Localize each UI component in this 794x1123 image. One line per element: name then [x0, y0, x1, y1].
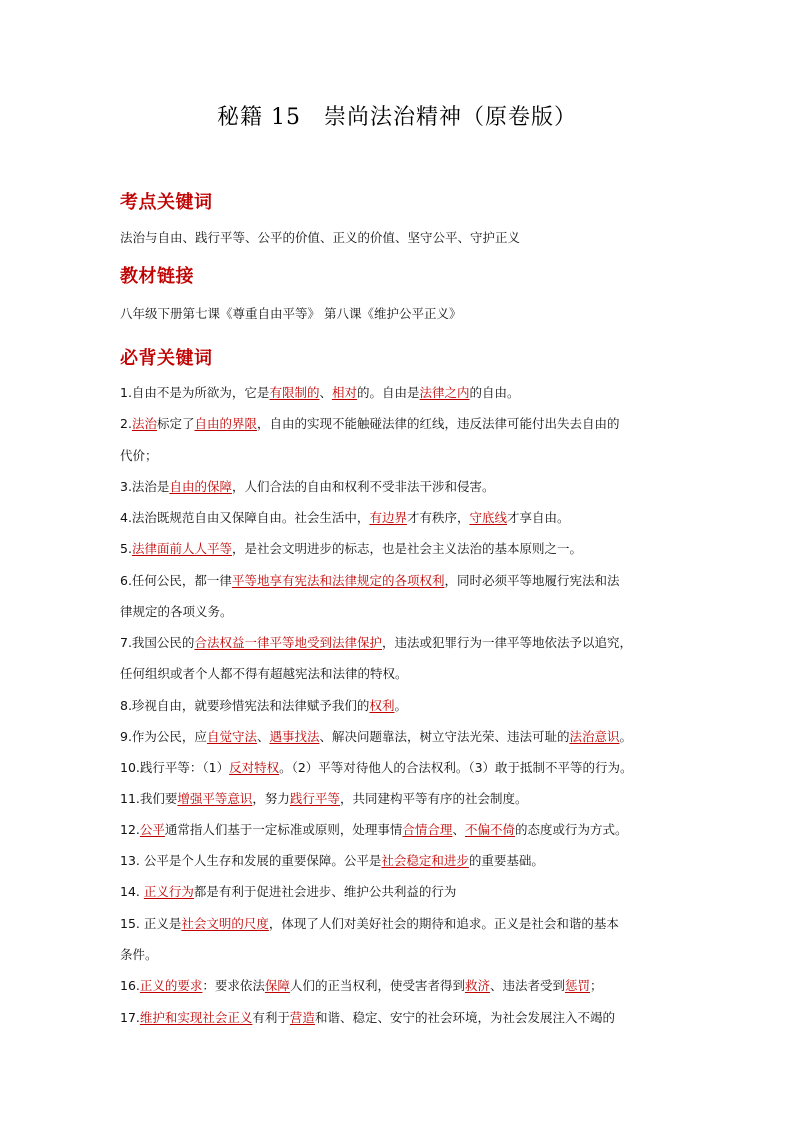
line-text: 4.法治既规范自由又保障自由。社会生活中， — [120, 510, 370, 525]
line-text: ，共同建构平等有序的社会制度。 — [339, 791, 528, 806]
line-text: 。（2）平等对待他人的合法权利。（3）敢于抵制不平等的行为。 — [279, 760, 633, 775]
page-title: 秘籍 15 崇尚法治精神（原卷版） — [217, 105, 577, 130]
keyword-line — [120, 945, 680, 965]
line-text: ，是社会文明进步的标志，也是社会主义法治的基本原则之一。 — [231, 541, 582, 556]
line-text: 代价； — [120, 448, 158, 463]
line-text: 的重要基础。 — [468, 853, 544, 868]
line-text: 1.自由不是为所欲为，它是 — [120, 385, 270, 400]
line-text: 。 — [394, 698, 407, 713]
key-term: 相对 — [331, 385, 357, 400]
key-term: 践行平等 — [289, 791, 340, 806]
key-term: 法治 — [131, 416, 157, 431]
line-text: 10.践行平等：（1） — [120, 760, 230, 775]
line-text: 的。自由是 — [356, 385, 420, 400]
line-text: 8.珍视自由，就要珍惜宪法和法律赋予我们的 — [120, 698, 370, 713]
line-text: ，同时必须平等地履行宪法和法 — [444, 573, 620, 588]
line-text: ，自由的实现不能触碰法律的红线，违反法律可能付出失去自由的 — [256, 416, 620, 431]
key-term: 有边界 — [369, 510, 407, 525]
keyword-line — [120, 882, 680, 902]
keyword-line — [120, 508, 680, 528]
line-text: 通常指人们基于一定标准或原则，处理事情 — [164, 822, 403, 837]
key-term: 保障 — [264, 978, 290, 993]
line-text: 、 — [256, 729, 270, 744]
key-term: 公平 — [139, 822, 165, 837]
line-text: 任何组织或者个人都不得有超越宪法和法律的特权。 — [120, 666, 408, 681]
keyword-line — [120, 414, 680, 434]
key-term: 法律面前人人平等 — [131, 541, 232, 556]
line-text: 16. — [120, 978, 140, 993]
key-term: 合法权益一律平等地受到法律保护 — [194, 635, 382, 650]
keyword-line — [120, 820, 680, 840]
keyword-line — [120, 383, 680, 403]
key-term: 法治意识 — [569, 729, 620, 744]
line-text: 17. — [120, 1010, 140, 1025]
key-term: 遇事找法 — [269, 729, 320, 744]
line-text: 12. — [120, 822, 140, 837]
key-term: 自由的保障 — [169, 479, 232, 494]
line-text: 有利于 — [252, 1010, 290, 1025]
key-term: 社会稳定和进步 — [381, 853, 469, 868]
line-text: ； — [590, 978, 603, 993]
line-text: 11.我们要 — [120, 791, 178, 806]
key-term: 营造 — [289, 1010, 315, 1025]
line-text: 6.任何公民，都一律 — [120, 573, 232, 588]
line-text: 条件。 — [120, 947, 158, 962]
line-text: 15. 正义是 — [120, 916, 182, 931]
line-text: 7.我国公民的 — [120, 635, 195, 650]
line-text: 才有秩序， — [406, 510, 470, 525]
keyword-line — [120, 664, 680, 684]
line-text: 9.作为公民，应 — [120, 729, 207, 744]
key-term: 救济 — [464, 978, 490, 993]
keyword-line — [120, 539, 680, 559]
line-text: 。 — [619, 729, 633, 744]
line-text: ，努力 — [252, 791, 290, 806]
key-term: 社会文明的尺度 — [181, 916, 269, 931]
key-term: 自由的界限 — [194, 416, 257, 431]
line-text: 和谐、稳定、安宁的社会环境，为社会发展注入不竭的 — [314, 1010, 615, 1025]
keyword-line — [120, 571, 680, 591]
line-text: 都是有利于促进社会进步、维护公共利益的行为 — [193, 884, 457, 899]
line-text: ，违法或犯罪行为一律平等地依法予以追究， — [381, 635, 632, 650]
keyword-line — [120, 758, 680, 778]
line-text: 人们的正当权利，使受害者得到 — [289, 978, 465, 993]
key-term: 有限制的 — [269, 385, 320, 400]
key-term: 合情合理 — [402, 822, 453, 837]
line-text: 、 — [319, 385, 332, 400]
keyword-line — [120, 696, 680, 716]
key-term: 平等地享有宪法和法律规定的各项权利 — [231, 573, 445, 588]
keyword-line — [120, 1008, 680, 1028]
key-term: 正义行为 — [143, 884, 194, 899]
key-term: 惩罚 — [564, 978, 590, 993]
line-text: 的自由。 — [469, 385, 520, 400]
line-text: 14. — [120, 884, 144, 899]
keyword-line — [120, 446, 680, 466]
key-term: 自觉守法 — [206, 729, 257, 744]
line-text: 的态度或行为方式。 — [514, 822, 628, 837]
line-text: 2. — [120, 416, 132, 431]
keyword-line — [120, 789, 680, 809]
keyword-line — [120, 727, 680, 747]
keyword-line — [120, 633, 680, 653]
line-text: 标定了 — [156, 416, 195, 431]
line-text: 、解决问题靠法，树立守法光荣、违法可耻的 — [319, 729, 570, 744]
key-term: 法律之内 — [419, 385, 470, 400]
line-text: 、违法者受到 — [489, 978, 565, 993]
line-text: 3.法治是 — [120, 479, 170, 494]
key-term: 增强平等意识 — [177, 791, 253, 806]
key-term: 反对特权 — [229, 760, 280, 775]
line-text: ：要求依法 — [202, 978, 265, 993]
keyword-line — [120, 851, 680, 871]
key-term: 守底线 — [469, 510, 507, 525]
line-text: 13. 公平是个人生存和发展的重要保障。公平是 — [120, 853, 382, 868]
line-text: ，体现了人们对美好社会的期待和追求。正义是社会和谐的基本 — [268, 916, 619, 931]
line-text: 律规定的各项义务。 — [120, 604, 233, 619]
keywords-text: 法治与自由、践行平等、公平的价值、正义的价值、坚守公平、守护正义 — [120, 230, 521, 245]
keyword-line — [120, 914, 680, 934]
key-term: 权利 — [369, 698, 395, 713]
line-text: 才享自由。 — [506, 510, 570, 525]
memorize-heading: 必背关键词 — [120, 348, 213, 369]
textbook-heading: 教材链接 — [120, 266, 194, 287]
keyword-line — [120, 602, 680, 622]
key-term: 维护和实现社会正义 — [139, 1010, 253, 1025]
line-text: 、 — [452, 822, 465, 837]
keyword-line — [120, 976, 680, 996]
keywords-heading: 考点关键词 — [120, 192, 213, 213]
line-text: 5. — [120, 541, 132, 556]
keyword-line — [120, 477, 680, 497]
textbook-text: 八年级下册第七课《尊重自由平等》 第八课《维护公平正义》 — [120, 306, 462, 321]
key-term: 不偏不倚 — [464, 822, 515, 837]
line-text: ，人们合法的自由和权利不受非法干涉和侵害。 — [231, 479, 495, 494]
key-term: 正义的要求 — [139, 978, 203, 993]
